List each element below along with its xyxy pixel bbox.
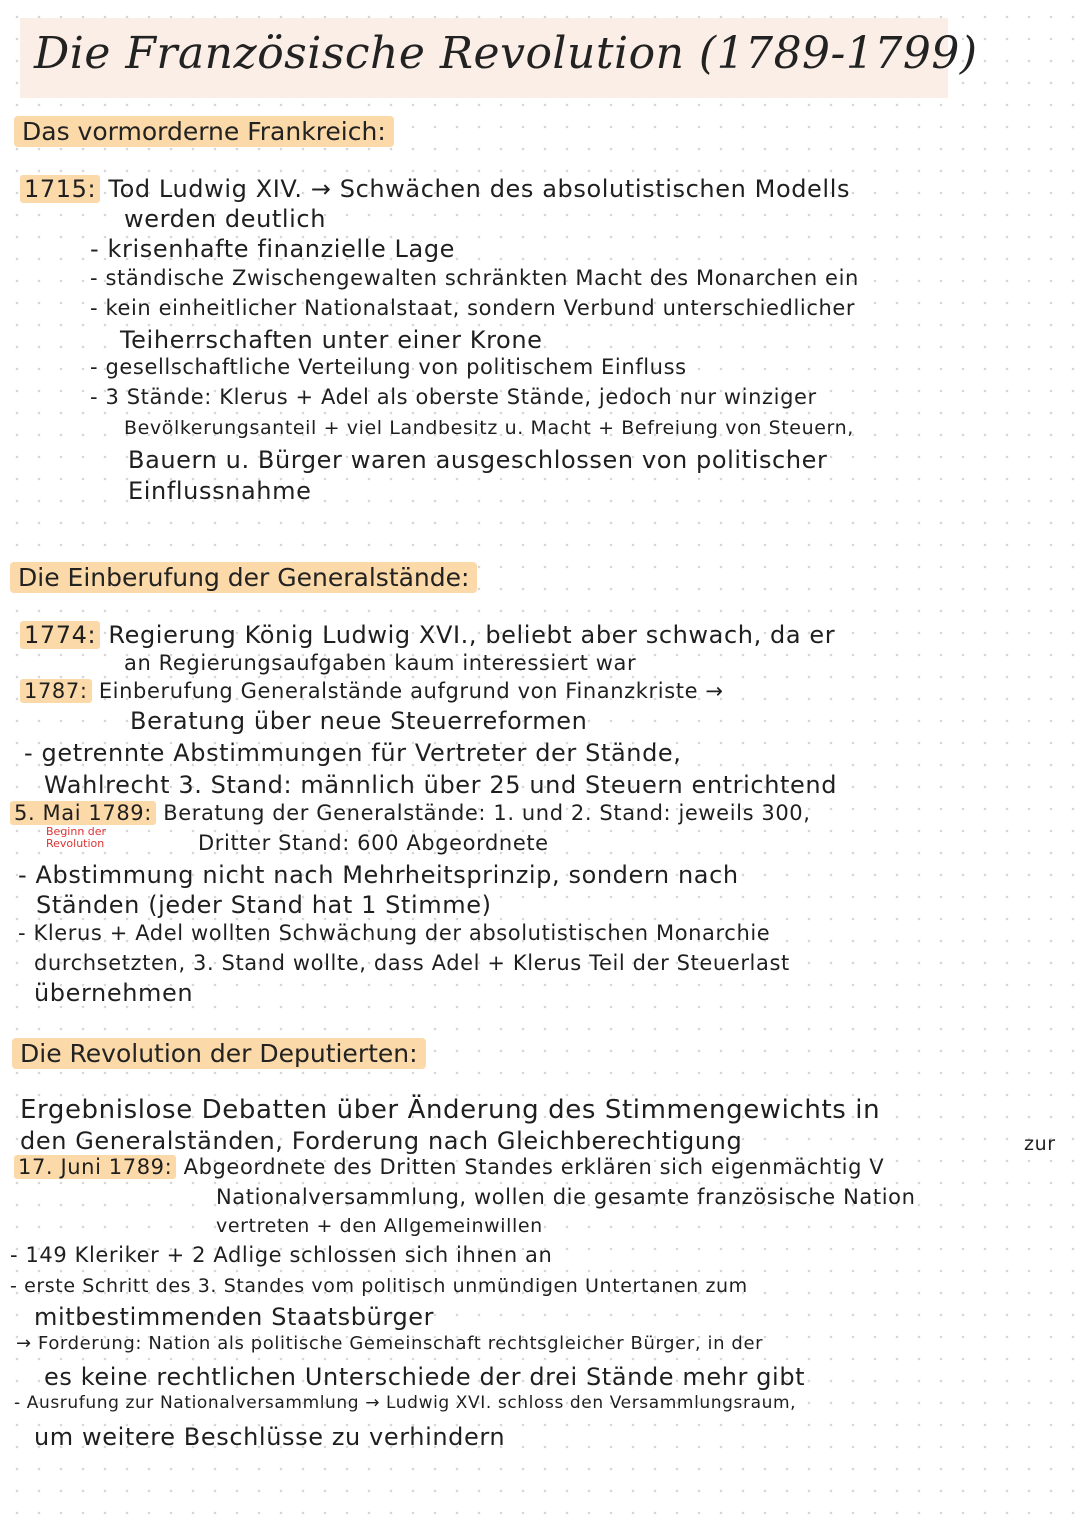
- text-line: es keine rechtlichen Unterschiede der drei Stände mehr gibt: [44, 1363, 806, 1391]
- text-line: um weitere Beschlüsse zu verhindern: [34, 1423, 506, 1451]
- text-line: Einflussnahme: [128, 477, 312, 505]
- text-line: - 149 Kleriker + 2 Adlige schlossen sich ihnen an: [10, 1243, 553, 1267]
- date-label: 1715:: [20, 175, 100, 203]
- text-line: Teiherrschaften unter einer Krone: [120, 326, 543, 354]
- text-line: - Abstimmung nicht nach Mehrheitsprinzip, sondern nach: [18, 861, 739, 889]
- text-line: 1787: Einberufung Generalstände aufgrund von Finanzkriste →: [20, 680, 724, 703]
- text-line: Wahlrecht 3. Stand: männlich über 25 und Steuern entrichtend: [44, 771, 838, 799]
- text-line: - 3 Stände: Klerus + Adel als oberste Stände, jedoch nur winziger: [90, 385, 817, 409]
- text-line: → Forderung: Nation als politische Gemeinschaft rechtsgleicher Bürger, in der: [16, 1333, 764, 1354]
- text-line: - erste Schritt des 3. Standes vom politisch unmündigen Untertanen zum: [10, 1275, 748, 1297]
- text-line: Nationalversammlung, wollen die gesamte französische Nation: [216, 1185, 916, 1209]
- text-line: den Generalständen, Forderung nach Gleichberechtigung: [20, 1127, 743, 1155]
- date-label: 5. Mai 1789:: [10, 801, 156, 825]
- text-line: - ständische Zwischengewalten schränkten Macht des Monarchen ein: [90, 266, 859, 290]
- text-line: 5. Mai 1789: Beratung der Generalstände: 1. und 2. Stand: jeweils 300,: [10, 802, 811, 825]
- revolution-start-note: Beginn der Revolution: [46, 825, 107, 851]
- text-line: - gesellschaftliche Verteilung von politischem Einfluss: [90, 355, 687, 379]
- text-line: werden deutlich: [124, 205, 327, 233]
- text-line: vertreten + den Allgemeinwillen: [216, 1215, 543, 1237]
- date-label: 17. Juni 1789:: [14, 1155, 176, 1179]
- text-line: Bauern u. Bürger waren ausgeschlossen von politischer: [128, 446, 828, 474]
- text-line: Ständen (jeder Stand hat 1 Stimme): [36, 891, 492, 919]
- section-heading-vormoderne: Das vormorderne Frankreich:: [14, 116, 394, 147]
- text-line: übernehmen: [34, 979, 194, 1007]
- text-line: an Regierungsaufgaben kaum interessiert war: [124, 651, 637, 675]
- text-line: 1715: Tod Ludwig XIV. → Schwächen des absolutistischen Modells: [20, 176, 850, 202]
- text-line-tail: zur: [1024, 1133, 1056, 1155]
- page-title: Die Französische Revolution (1789-1799): [34, 28, 978, 79]
- text-line: - kein einheitlicher Nationalstaat, sondern Verbund unterschiedlicher: [90, 296, 856, 320]
- text-line: - getrennte Abstimmungen für Vertreter der Stände,: [24, 739, 682, 767]
- text-line: Ergebnislose Debatten über Änderung des Stimmengewichts in: [20, 1095, 881, 1125]
- text-line: Beratung über neue Steuerreformen: [130, 707, 588, 735]
- text-line: durchsetzten, 3. Stand wollte, dass Adel + Klerus Teil der Steuerlast: [34, 951, 790, 975]
- text-line: - Klerus + Adel wollten Schwächung der absolutistischen Monarchie: [18, 921, 771, 945]
- text-line: Bevölkerungsanteil + viel Landbesitz u. Macht + Befreiung von Steuern,: [124, 417, 854, 439]
- section-heading-deputierten: Die Revolution der Deputierten:: [12, 1038, 426, 1069]
- text-line: Dritter Stand: 600 Abgeordnete: [198, 831, 549, 855]
- section-heading-einberufung: Die Einberufung der Generalstände:: [10, 562, 477, 593]
- date-label: 1787:: [20, 679, 92, 703]
- text-line: mitbestimmenden Staatsbürger: [34, 1303, 435, 1331]
- text-line: 17. Juni 1789: Abgeordnete des Dritten Standes erklären sich eigenmächtig V: [14, 1156, 884, 1179]
- date-label: 1774:: [20, 621, 100, 649]
- text-line: - krisenhafte finanzielle Lage: [90, 235, 456, 263]
- text-line: 1774: Regierung König Ludwig XVI., beliebt aber schwach, da er: [20, 622, 835, 648]
- text-line: - Ausrufung zur Nationalversammlung → Ludwig XVI. schloss den Versammlungsraum,: [14, 1393, 797, 1413]
